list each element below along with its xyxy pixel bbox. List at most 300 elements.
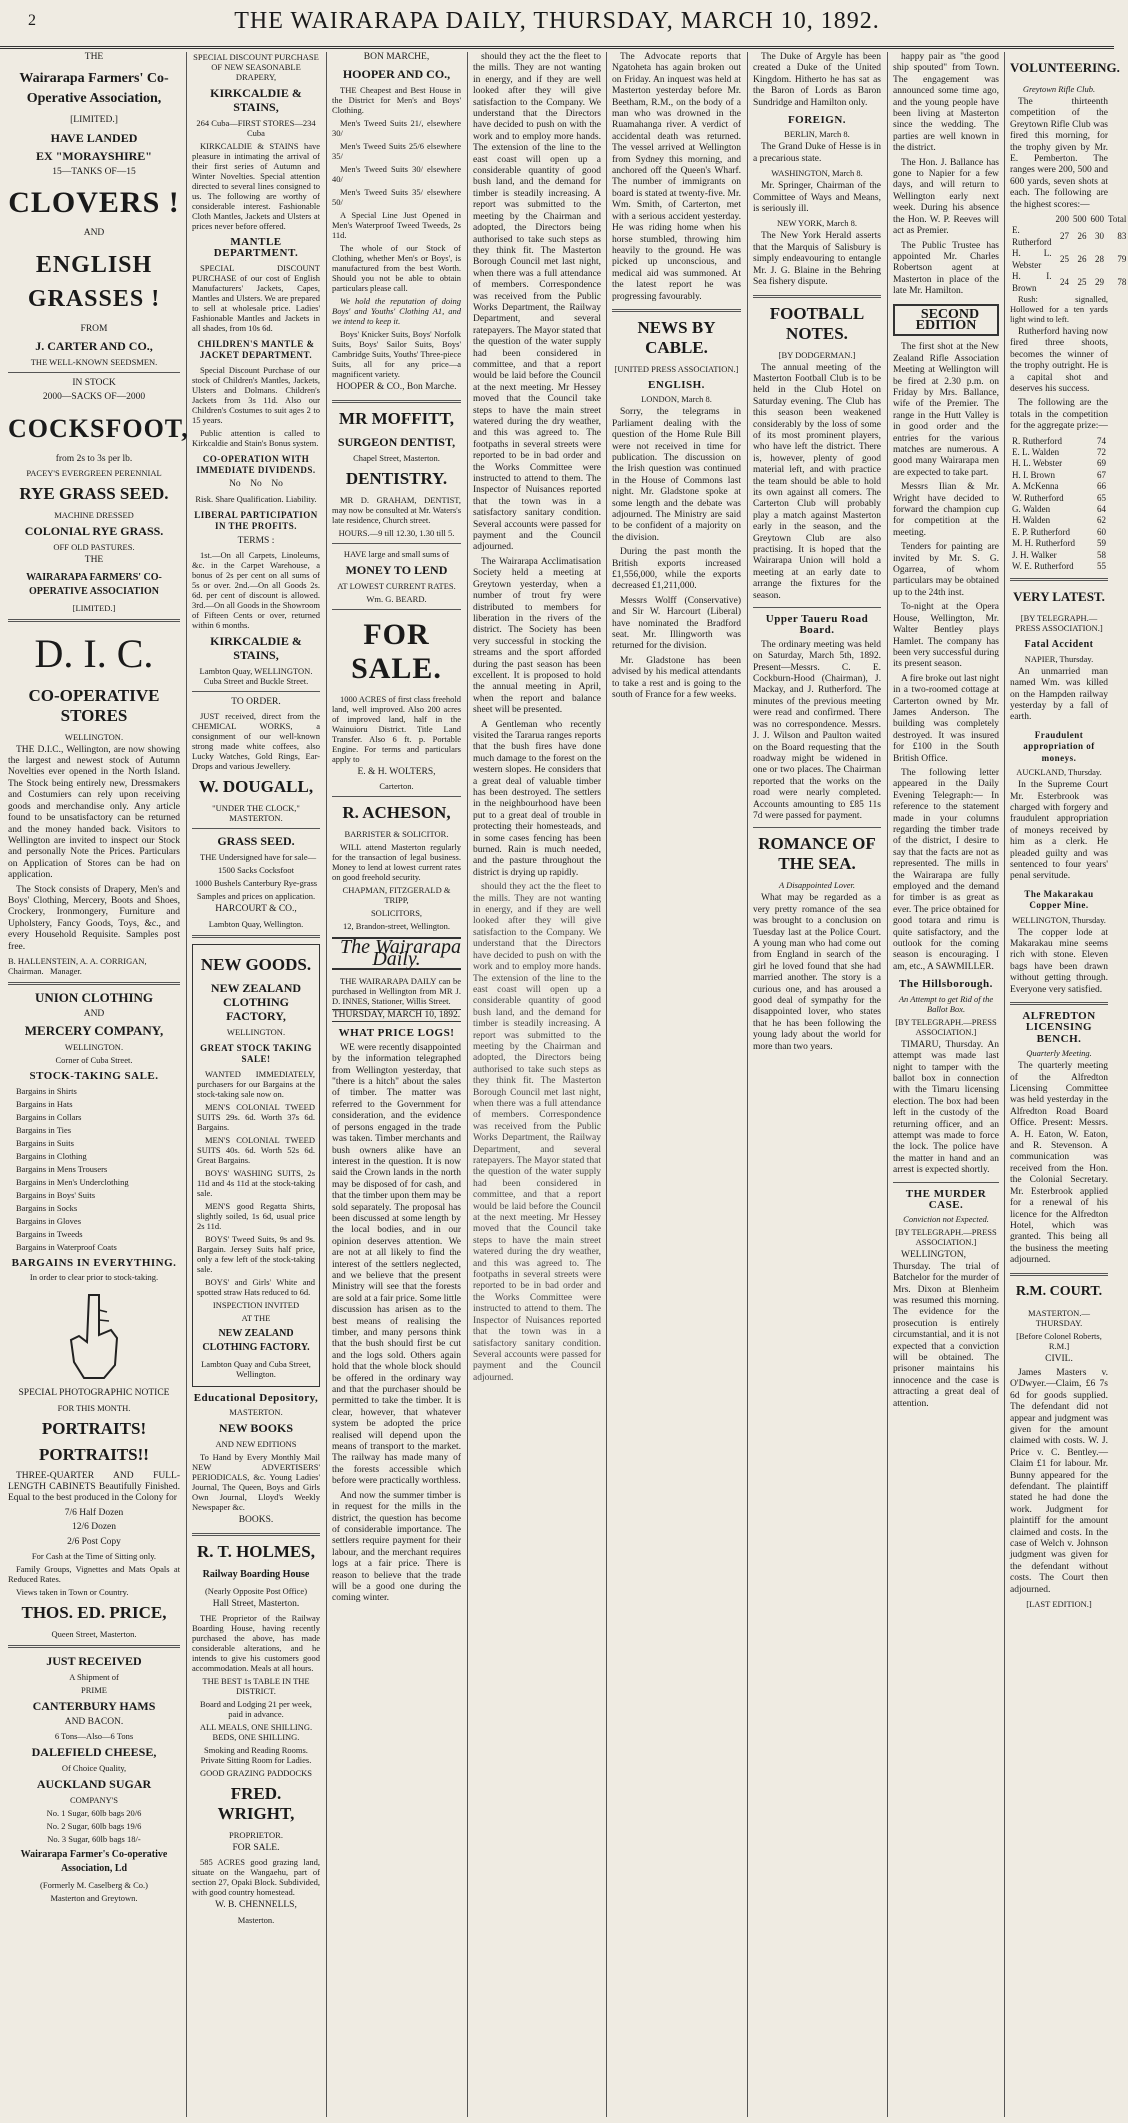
divider [8,982,180,985]
table-cell: 74 [1097,435,1106,446]
fatal-accident-head: Fatal Accident [1024,639,1094,651]
letter-body: The following letter appeared in the Daily Evening Telegraph:— In reference to the statement made in your columns regarding the timber trade of the district, I desire to say that the facts are not as represented. The mills in the Wairarapa are fully employed and the demand for timber is as great as ever. The price obtained for good totara and rimu is quite satisfactory, and the outlook for the coming season is encouraging. I am, etc., A SAWMILLER. [893,767,999,972]
hillsborough-body: TIMARU, Thursday. An attempt was made last night to tamper with the ballot box in connection with the Timaru licensing election. The box had been left in the custody of the returning officer, and an attempt was made to force the lock. The police have the matter in hand and an arrest is expected shortly. [893,1039,999,1176]
coop-head: CO-OPERATION WITH IMMEDIATE DIVIDENDS. [196,453,316,476]
column-1 [8,52,189,2117]
harcourt-address: Lambton Quay, Wellington. [208,918,304,929]
stocktaking-heading: STOCK-TAKING SALE. [29,1070,159,1083]
rm-before: [Before Colonel Roberts, R.M.] [1016,1330,1102,1351]
whole-stock: The whole of our Stock of Clothing, whether Men's or Boys', is manufactured from the best Worth. Should you not be able to obtain particulars please call. [332,243,461,294]
table-cell: H. L. Webster [1012,248,1052,270]
very-latest-telegraph: [BY TELEGRAPH.—PRESS ASSOCIATION.] [1015,613,1103,634]
table-cell: 83 [1117,231,1127,242]
berlin-body: The Grand Duke of Hesse is in a precarious state. [753,142,881,164]
nz-clothing-heading-2: NEW ZEALAND CLOTHING FACTORY. [202,1327,310,1353]
bargains-everything: BARGAINS IN EVERYTHING. [11,1256,177,1269]
volunteering-heading: VOLUNTEERING. [1010,60,1120,75]
table-row [1010,481,1108,492]
makarakau-body: The copper lode at Makarakau mine seems rich with stone. Eleven bags have been drawn without getting through. Everyone very satisfied. [1010,927,1108,995]
sugar-item: No. 3 Sugar, 60lb bags 18/- [47,1834,141,1845]
bargain-list [8,1086,180,1252]
pointing-hand-icon [59,1290,129,1380]
bargain-item: Bargains in Suits [16,1137,74,1148]
formerly-line: (Formerly M. Caselberg & Co.) [40,1880,148,1891]
bargain-item: Bargains in Hats [16,1098,73,1109]
masthead [0,0,1114,49]
fraud-head: Fraudulent appropriation of moneys. [1023,729,1095,763]
childrens-head: CHILDREN'S MANTLE & JACKET DEPARTMENT. [197,338,315,361]
column-rule [326,52,327,2117]
dic-body-2: The Stock consists of Drapery, Men's and Boys' Clothing, Mercery, Boots and Shoes, Crockery, Ironmongery, Furniture and Upholstery, Fancy Goods, Toys, &c., and every Household Requisite. Samples post free. [8,884,180,952]
mantle-body: SPECIAL DISCOUNT PURCHASE of our cost of English Manufacturers' Jackets, Capes, Mantles and Ulsters. We are prepared to sell at wholesale price. Ladies' Fashionable Mantles and Jackets in all shades, from 10s 6d. [192,262,320,333]
holmes-near: (Nearly Opposite Post Office) [204,1585,308,1596]
table-cell: 25 [1060,253,1069,264]
published-note: THE WAIRARAPA DAILY can be purchased in Wellington from MR J. D. INNES, Stationer, Willis Street. [332,976,461,1007]
divider [612,309,741,312]
fraud-body: In the Supreme Court Mr. Esterbrook was charged with forgery and fraudulent appropriation of moneys received by him as a clerk. He pleaded guilty and was sentenced to four years' penal servitude. [1010,780,1108,882]
prime-line: PRIME [81,1685,107,1696]
united-press: [UNITED PRESS ASSOCIATION.] [614,363,739,374]
price-address: Queen Street, Masterton. [51,1629,137,1640]
special-discount-head: SPECIAL DISCOUNT PURCHASE OF NEW SEASONABLE DRAPERY, [193,52,319,82]
dougall-note: JUST received, direct from the CHEMICAL WORKS, a consignment of our well-known strong made white coffees, also Lucky Watches, Gold Rings, Ear-Drops and various Jewellery. [192,711,320,772]
bargain-item: Bargains in Clothing [16,1150,87,1161]
table-cell: M. H. Rutherford [1012,538,1075,549]
romance-heading: ROMANCE OF THE SEA. [758,834,876,874]
table-cell: H. I. Brown [1012,271,1052,293]
table-cell: W. E. Rutherford [1012,561,1074,572]
all-meals: ALL MEALS, ONE SHILLING. BEDS, ONE SHILLING. [199,1721,313,1742]
very-latest-heading: VERY LATEST. [1013,589,1105,605]
aggregate-body [1010,436,1108,573]
price-list [8,1508,180,1548]
cocksfoot-heading: COCKSFOOT, [8,413,189,443]
no-label: No [229,479,241,490]
tweed-list [332,118,461,207]
berlin-date: BERLIN, March 8. [784,129,850,140]
for-month: FOR THIS MONTH. [57,1402,131,1413]
have-landed: HAVE LANDED [50,130,138,145]
price-item: 12/6 Dozen [71,1522,117,1533]
greytown-club: Greytown Rifle Club. [1022,84,1096,94]
date-line: THURSDAY, MARCH 10, 1892. [332,1009,461,1022]
special-line: A Special Line Just Opened in Men's Waterproof Tweed Tweeds, 2s 11d. [332,210,461,241]
kirkcaldie-name: KIRKCALDIE & STAINS, [210,86,302,114]
tweed-item: Men's Tweed Suits 25/6 elsewhere 35/ [332,141,461,162]
for-sale-body: 1000 ACRES of first class freehold land, well improved. Also 200 acres of improved land, half in the Wainuioru District. Title Land Transfer. Also 6 ft. p. Portable Engine. For terms and particulars apply to [332,693,461,764]
factory-item: BOYS' WASHING SUITS, 2s 11d and 4s 11d at the stock-taking sale. [197,1167,315,1198]
board-line: Board and Lodging 21 per week, paid in advance. [200,1698,312,1719]
table-cell: H. Walden [1012,515,1051,526]
union-place: WELLINGTON. [64,1042,124,1053]
table-cell: 29 [1095,276,1104,287]
table-cell: 30 [1095,231,1104,242]
table-row [1010,515,1108,526]
samples-line: Samples and prices on application. [196,891,316,902]
factory-item: MEN'S good Regatta Shirts, slightly soiled, 1s 6d, usual price 2s 11d. [197,1200,315,1231]
terms-head: TERMS : [237,535,275,546]
bargain-item: Bargains in Shirts [16,1085,77,1096]
dentistry-heading: DENTISTRY. [345,468,448,488]
new-goods-heading: NEW GOODS. [200,954,312,974]
divider [753,827,881,828]
foreign-head: FOREIGN. [787,114,847,127]
off-old-pastures: OFF OLD PASTURES. [53,542,135,553]
hillsborough-head: The Hillsborough. [899,978,993,991]
factory-item: MEN'S COLONIAL TWEED SUITS 29s. 6d. Worth 37s 6d. Bargains. [197,1101,315,1132]
terms-body: 1st.—On all Carpets, Linoleums, &c. in the Carpet Warehouse, a bonus of 2s per cent on all sums of 5s or over. 2nd.—On all Goods 2s. 6d. per cent of discount is allowed. 3rd.—On all Goods in the Showroom of Fifteen Cents or over, returned within 6 months. [192,550,320,631]
table-cell: G. Walden [1012,504,1051,514]
hooper-sign: HOOPER & CO., Bon Marche. [336,382,457,393]
bacon-line: AND BACON. [64,1717,124,1728]
for-sale-heading: FOR SALE. [351,617,442,685]
table-cell: E. L. Walden [1012,446,1060,457]
mantle-head: MANTLE DEPARTMENT. [213,236,299,260]
column-5 [612,52,741,2117]
dougall-address: "UNDER THE CLOCK," MASTERTON. [212,803,300,824]
no-label: No [271,479,283,490]
farmers-association-title: Wairarapa Farmers' Co-Operative Association, [19,71,169,107]
editorial-head: WHAT PRICE LOGS! [338,1027,455,1040]
lambton-line: Lambton Quay, WELLINGTON. Cuba Street and Buckle Street. [199,666,313,687]
column-rule [887,52,888,2117]
cuba-street-line: 264 Cuba—FIRST STORES—234 Cuba [196,118,316,138]
bon-marche: BON MARCHE, [363,52,430,62]
table-header-cell: 200 [1055,214,1069,225]
cable-1: Sorry, the telegrams in Parliament dealing with the question of the Home Rule Bill were not received in time for publication. The discussion on the Irish question was continued in the House of Commons last night. Mr. Gladstone spoke at some length and the debate was adjourned. The Ministry are said to be confident of a majority on the division. [612,407,741,543]
chennells-name: W. B. CHENNELLS, [215,1900,297,1911]
murder-sub: Conviction not Expected. [903,1214,989,1225]
table-header-cell: 600 [1090,214,1104,225]
divider [332,543,461,544]
column-rule [1004,52,1005,2117]
tons-line: 6 Tons—Also—6 Tons [54,1731,134,1742]
table-row [1010,527,1108,538]
seedsmen-line: THE WELL-KNOWN SEEDSMEN. [30,357,158,368]
sugar-item: No. 1 Sugar, 60lb bags 20/6 [46,1808,142,1819]
london-date: LONDON, March 8. [641,394,712,405]
grass-seed-heading: GRASS SEED. [217,834,295,849]
dalefield-cheese: DALEFIELD CHEESE, [31,1745,157,1760]
table-cell: 26 [1077,231,1087,242]
moffitt-place: Chapel Street, Masterton. [353,452,440,463]
order-clear: In order to clear prior to stock-taking. [29,1272,159,1283]
factory-item: BOYS' Tweed Suits, 9s and 9s. Bargain. Jersey Suits half price, only a few left of the stock-taking sale. [197,1233,315,1274]
volunteering-body-3: The following are the totals in the competition for the aggregate prize:— [1010,398,1108,432]
footer-place: Masterton and Greytown. [50,1893,138,1904]
fred-wright-name: FRED. WRIGHT, [217,1783,295,1823]
table-cell: 25 [1077,276,1087,287]
divider [1010,1002,1108,1005]
coop-footer: Wairarapa Farmer's Co-operative Association, Ld [20,1849,168,1875]
english-grasses-heading: ENGLISH GRASSES ! [27,251,161,312]
holmes-sub: Railway Boarding House [202,1568,310,1580]
divider [8,1645,180,1648]
table-cell: 69 [1097,458,1106,469]
table-cell: 58 [1097,549,1106,560]
table-cell: 64 [1097,504,1106,514]
divider [192,1533,320,1536]
pacey-line: PACEY'S EVERGREEN PERENNIAL [26,468,162,479]
bargain-item: Bargains in Boys' Suits [16,1189,96,1200]
table-cell: 28 [1095,253,1104,264]
table-cell: 67 [1097,469,1106,480]
dic-heading: D. I. C. [34,630,154,676]
divider [753,607,881,608]
column-rule [606,52,607,2117]
current-rates: AT LOWEST CURRENT RATES. [337,580,456,591]
bargain-item: Bargains in Collars [16,1111,82,1122]
edu-depository: Educational Depository, [193,1391,319,1404]
stocktaking-sale-2: GREAT STOCK TAKING SALE! [200,1042,312,1065]
price-item: 7/6 Half Dozen [64,1507,124,1518]
football-heading: FOOTBALL NOTES. [769,303,865,343]
and-line-2: AND [83,1008,105,1019]
column-rule [747,52,748,2117]
tweed-item: Men's Tweed Suits 30/ elsewhere 40/ [332,164,461,185]
hillsborough-telegraph: [BY TELEGRAPH.—PRESS ASSOCIATION.] [895,1016,997,1037]
sacks-line: 2000—SACKS OF—2000 [42,392,146,403]
news-body-3: A Gentleman who recently visited the Tararua ranges reports that the bush fires have done much damage to the forest on the western slopes. He considers that a great deal of valuable timber has been destroyed. The settlers in the neighbourhood have been put to a great deal of trouble in protecting their homesteads, and in some cases fencing has been burned. Rain is much needed, and the pasture throughout the district is drying up rapidly. [473,719,601,878]
aggregate-table [1010,436,1108,573]
cable-4: Mr. Gladstone has been advised by his medical attendants to take a rest and is going to the south of France for a few weeks. [612,655,741,701]
divider [332,400,461,403]
grass-body: THE Undersigned have for sale— [200,852,317,863]
table-row [1010,447,1108,458]
new-editions: AND NEW EDITIONS [215,1439,297,1450]
second-edition-banner: SECOND EDITION [893,304,999,337]
acheson-body: WILL attend Masterton regularly for the transaction of legal business. Money to lend at lowest current rates on good freehold security. [332,842,461,883]
newyork-body: The New York Herald asserts that the Marquis of Salisbury is simply endeavouring to entangle Mr. J. G. Blaine in the Behring Sea fishery dispute. [753,231,881,288]
divider [192,691,320,692]
inspection-line: INSPECTION INVITED [212,1299,300,1310]
tanks-line: 15—TANKS OF—15 [52,166,136,177]
union-corner: Corner of Cuba Street. [55,1055,133,1066]
fred-role: PROPRIETOR. [229,1829,283,1840]
table-cell: 65 [1097,492,1106,503]
makarakau-head: The Makarakau Copper Mine. [1024,888,1094,911]
price-item: 2/6 Post Copy [67,1536,121,1547]
rm-court-heading: R.M. COURT. [1015,1283,1103,1299]
portraits-heading-2: PORTRAITS!! [39,1444,149,1464]
chapman-name: CHAPMAN, FITZGERALD & TRIPP, [342,885,451,906]
second-edition-body: The first shot at the New Zealand Rifle Association Meeting at Wellington will be fired at 2.30 p.m. on Friday by Mrs. Ballance, wife of the Premier. The range in the Hutt Valley is in good order and the entries for the various matches are numerous. A good many Wairarapa men are expected to take part. [893,342,999,478]
civil-head: CIVIL. [1045,1353,1073,1364]
news-by-cable: NEWS BY CABLE. [637,317,716,357]
table-row [1010,550,1108,561]
table-cell: 62 [1097,515,1106,526]
table-cell: R. Rutherford [1012,435,1062,446]
wright-body: Messrs Ilian & Mr. Wright have decided to forward the champion cup for competition at the meeting. [893,482,999,538]
volunteering-body: The thirteenth competition of the Greytown Rifle Club was fired this morning, for the trophy given by Mr. E. Pemberton. The ranges were 200, 500 and 600 yards, seven shots at each. The following are the highest scores:— [1010,97,1108,210]
books-body: To Hand by Every Monthly Mail NEW ADVERTISERS' PERIODICALS, &c. Young Ladies' Journal, The Queen, Boys and Girls Own Journal, Lloyd's Weekly Newspaper &c. [192,1452,320,1513]
alfredton-body: The quarterly meeting of the Alfredton Licensing Committee was held yesterday in the Alfredton Road Board Office. Present: Messrs. A. H. Eaton, W. Eaton, and R. Stevenson. A communication was received from the Hon. the Colonial Secretary. Mr. Esterbrook applied for a renewal of his licence for the Alfredton Hotel, which was granted. This being all the business the meeting adjourned. [1010,1061,1108,1266]
bargain-item: Bargains in Waterproof Coats [16,1241,117,1252]
nz-clothing-addr: Lambton Quay and Cuba Street, Wellington. [201,1358,311,1379]
kirkcaldie-name-2: KIRKCALDIE & STAINS, [210,634,302,663]
divider [8,372,180,373]
chairman-title: Chairman. [8,965,44,976]
column-4 [473,52,601,2117]
table-row [1010,470,1108,481]
cash-note: For Cash at the Time of Sitting only. [31,1551,157,1562]
and-line: AND [83,228,105,239]
moffitt-name: MR MOFFITT, [339,408,454,428]
table-cell: J. H. Walker [1012,549,1057,560]
sole-agent: We hold the reputation of doing Boys' and Youths' Clothing A1, and we intend to keep it. [332,296,461,327]
table-row [1010,436,1108,447]
wedding-body: happy pair as "the good ship spouted" from Town. The engagement was announced some time ago, and the young people have been living at Masterton since the wedding. The parties are well known in the district. [893,52,999,154]
in-stock: IN STOCK [72,378,116,389]
money-to-lend: MONEY TO LEND [345,562,448,577]
acheson-name: R. ACHESON, [342,803,451,823]
football-body: The annual meeting of the Masterton Football Club is to be held in the Club Hotel on Saturday evening. The Club has this season been weakened considerably by the loss of some of its most prominent players, who have left the district. There is, however, plenty of good material left, and with practice the team should be able to hold its own against all comers. The Carterton Club will probably play a match against Masterton early in the season, and the Greytown Club are also practising. It is hoped that the Wairarapa Union will hold a meeting at an early date to arrange the fixtures for the season. [753,362,881,601]
fatal-body: An unmarried man named Wm. was killed on the Hampden railway yesterday by a fall of earth. [1010,666,1108,723]
harcourt-name: HARCOURT & CO., [215,904,297,915]
washington-date: WASHINGTON, March 8. [771,168,863,179]
bargain-item: Bargains in Mens Trousers [16,1163,108,1174]
grazing-line: GOOD GRAZING PADDOCKS [199,1767,313,1778]
union-clothing-heading: UNION CLOTHING [34,989,154,1005]
liberal-head: LIBERAL PARTICIPATION IN THE PROFITS. [194,509,318,532]
kirkcaldie-body: KIRKCALDIE & STAINS have pleasure in intimating the arrival of their first series of Autumn and Winter Novelties. Special attention directed to several lines consigned to us. The following are worthy of considerable interest. Fashionable Cloth Mantles, Jackets and Ulsters at prices never before offered. [192,141,320,231]
column-8 [1010,52,1127,2117]
dic-signatures [8,956,180,976]
news-body: The Advocate reports that Ngatoheta has again broken out on Friday. An inquest was held at Masterton yesterday before Mr. Beetham, R.M., on the body of a man who was drowned in the Ruamahanga river. A verdict of accidental death was returned. The vessel arrived at Wellington from Sydney this morning, and anchored off the Queen's Wharf. The number of immigrants on board is stated at twenty-five. Mr. Wm. Smith, of Carterton, met with a serious accident yesterday. He was riding home when his horse stumbled, throwing him heavily to the ground. He was picked up unconscious, and medical aid was summoned. At the latest report he was progressing favourably. [612,52,741,302]
grass-item-1: 1500 Sacks Cocksfoot [217,865,295,876]
news-body-2: The Wairarapa Acclimatisation Society held a meeting at Greytown yesterday, when a number of trout fry were distributed to members for liberation in the rivers of the district. The Society has been very successful in stocking the streams and the sport afforded during the past season has been excellent. It is proposed to hold the annual meeting in April, when the report and balance sheet will be presented. [473,556,601,716]
table-cell: 24 [1060,276,1069,287]
clovers-heading: CLOVERS ! [8,186,180,220]
scores-table [1010,214,1128,294]
company-line: COMPANY'S [70,1795,118,1806]
family-groups: Family Groups, Vignettes and Mats Opals at Reduced Rates. [8,1564,180,1585]
auckland-sugar: AUCKLAND SUGAR [36,1777,152,1792]
table-cell: 55 [1097,561,1106,572]
bargain-item: Bargains in Tweeds [16,1228,83,1239]
road-board-head: Upper Taueru Road Board. [765,613,869,637]
divider [753,295,881,298]
money-have: HAVE large and small sums of [343,548,450,559]
bargain-item: Bargains in Men's Underclothing [16,1176,129,1187]
hillsborough-sub: An Attempt to get Rid of the Ballot Box. [898,993,994,1014]
table-row [1010,493,1108,504]
table-cell: E. Rutherford [1012,225,1052,247]
bargain-item: Bargains in Ties [16,1124,72,1135]
divider [1010,578,1108,581]
scores-body [1010,225,1128,293]
column-3 [332,52,461,2117]
bargain-item: Bargains in Gloves [16,1215,82,1226]
special-photo-notice: SPECIAL PHOTOGRAPHIC NOTICE [18,1388,170,1399]
tweed-item: Men's Tweed Suits 35/ elsewhere 50/ [332,187,461,208]
table-cell: 72 [1097,446,1106,457]
holmes-name: R. T. HOLMES, [197,1541,315,1561]
table-cell: 27 [1060,231,1069,242]
table-row [1010,458,1108,469]
price-name: THOS. ED. PRICE, [21,1603,167,1623]
farmers-footer: WAIRARAPA FARMERS' CO-OPERATIVE ASSOCIATION [26,571,162,597]
column-2 [192,52,320,2117]
table-cell: A. McKenna [1012,481,1059,492]
grass-item-2: 1000 Bushels Canterbury Rye-grass [194,878,318,889]
hours-line: HOURS.—9 till 12.30, 1.30 till 5. [338,527,455,538]
factory-item: BOYS' and Girls' White and spotted straw Hats reduced to 6d. [197,1276,315,1297]
public-note: Public attention is called to Kirkcaldie and Stain's Bonus system. [192,427,320,448]
table-cell: 26 [1077,253,1087,264]
table-cell: 59 [1097,538,1106,549]
trustee-body: The Public Trustee has appointed Mr. Charles Robertson agent at Masterton in place of the late Mr. Hamilton. [893,240,999,297]
factory-item: WANTED IMMEDIATELY, purchasers for our Bargains at the stock-taking sale now on. [197,1068,315,1099]
portraits-body: THREE-QUARTER AND FULL-LENGTH CABINETS Beautifully Finished. Equal to the best produced in the Colony for [8,1470,180,1504]
factory-item: MEN'S COLONIAL TWEED SUITS 40s. 6d. Worth 52s 6d. Great Bargains. [197,1134,315,1165]
rm-body: James Masters v. O'Dwyer.—Claim, £6 7s 6d for goods supplied. The defendant did not appear and judgment was given for the amount claimed with costs. W. J. Price v. C. Bentley.—Claim £1 for labour. Mr. Bunny appeared for the defendant. The plaintiff stated he had done the work. Judgment for plaintiff for the amount claimed and costs. In the case of Welch v. Johnson judgment was given for the defendant without costs. The Court then adjourned. [1010,1367,1108,1595]
ballance-body: The Hon. J. Ballance has gone to Napier for a few days, and will return to Wellington early next week. During his absence the Hon. W. P. Reeves will act as Premier. [893,157,999,237]
holmes-body: THE Proprietor of the Railway Boarding House, having recently purchased the above, has made considerable alterations, and he intends to give his customers good accommodation. Meals at all hours. [192,1612,320,1673]
hooper-intro: THE Cheapest and Best House in the District for Men's and Boys' Clothing. [332,85,461,116]
romance-body: What may be regarded as a very pretty romance of the sea was brought to a conclusion on Tuesday last at the Police Court. A young man who had come out from England in search of the girl he loved found that she had married another. The story is a curious one, and has aroused a good deal of sympathy for the disappointed lover, who states that he has been following the young lady about the world for more than two years. [753,893,881,1052]
table-cell: H. L. Webster [1012,458,1063,469]
murder-body: WELLINGTON, Thursday. The trial of Batchelor for the murder of Mrs. Dixon at Blenheim was resumed this morning. The evidence for the prosecution is entirely circumstantial, and it is not expected that a conviction will be obtained. The prisoner maintains his innocence and the case is attracting a great deal of attention. [893,1250,999,1409]
divider [332,609,461,610]
edu-place: MASTERTON. [229,1407,283,1418]
duke-body: The Duke of Argyle has been created a Duke of the United Kingdom. Hitherto he has sat as the Baron of Lords as Baron Sundridge and Hamilton only. [753,52,881,108]
factory-list [197,1069,315,1297]
hallenstein-name: B. HALLENSTEIN, [8,955,79,966]
table-row [1010,214,1128,225]
murder-case-head: THE MURDER CASE. [905,1187,987,1211]
new-books: NEW BOOKS [218,1421,294,1436]
wolters-place: Carterton. [379,781,414,792]
no-label: No [250,479,262,490]
holmes-place: Hall Street, Masterton. [212,1598,300,1609]
hooper-name: HOOPER AND CO., [342,67,451,82]
divider [1010,1273,1108,1276]
volunteering-body-2: Rutherford having now fired three shoots, becomes the winner of the trophy outright. He is a capital shot and deserves his success. [1010,326,1108,394]
the-line: THE [84,555,104,566]
table-header-cell [1010,214,1054,225]
divider [893,1182,999,1183]
cocksfoot-price: from 2s to 3s per lb. [55,453,133,464]
ship-name: EX "MORAYSHIRE" [36,148,152,163]
views-line: Views taken in Town or Country. [16,1587,129,1598]
nz-place: WELLINGTON. [226,1026,286,1037]
tweed-item: Men's Tweed Suits 21/, elsewhere 30/ [332,118,461,139]
no-no-no [192,479,320,490]
manager-title: Manager. [50,965,82,976]
table-header-cell: 500 [1073,214,1087,225]
fred-body: 585 ACRES good grazing land, situate on the Wangaehu, part of section 27, Opaki Block. Subdivided, with good country homestead. [192,1857,320,1898]
money-sign: Wm. G. BEARD. [366,593,427,604]
rye-grass-seed-heading: RYE GRASS SEED. [19,484,169,504]
rm-place: MASTERTON.—THURSDAY. [1028,1307,1090,1328]
limited-footer: [LIMITED.] [72,602,116,613]
table-row [1010,504,1108,515]
barrister-line: BARRISTER & SOLICITOR. [344,829,449,840]
chapman-addr: 12, Brandon-street, Wellington. [342,921,451,932]
table-row [1010,538,1108,549]
portraits-heading-1: PORTRAITS! [41,1418,147,1438]
limited-label: [LIMITED.] [70,115,118,126]
editorial-body: WE were recently disappointed by the information telegraphed from Wellington yesterday, that "there is a hitch" about the sales of timber. The matter was referred to the Government for consideration, and the evidence of persons engaged in the trade was taken. Timber merchants and bush owners alike have an interest in the question. It is now said the Crown lands in the north may be disposed of for cash, and that the timber upon them may be sold separately. The proposal has been discussed at some length by the local bodies, and in our opinion deserves attention. We are not at all likely to find the interest of the settlers neglected, and we believe that the present Ministry will see that the forests are sold at a fair price. Some little discussion has arisen as to the best means of realising the timber, and many persons think that the bush should first be cut and the logs sold. Others again hold that the whole block should be offered in the ordinary way and that the purchaser should be permitted to take the timber. It is clear, however, that whatever system be adopted the price realised will depend upon the means of transport to the market. The railway has made many of the forests accessible which before were practically worthless. [332,1042,461,1487]
daily-title: The Wairarapa Daily. [332,937,461,970]
washington-body: Mr. Springer, Chairman of the Committee of Ways and Means, is seriously ill. [753,181,881,215]
cable-3: Messrs Wolff (Conservative) and Sir W. Harcourt (Liberal) have nominated the Bradford seat. Mr. Illingworth was returned for the division. [612,595,741,652]
last-edition: [LAST EDITION.] [1026,1599,1092,1610]
table-row [1010,271,1128,294]
colonial-rye-heading: COLONIAL RYE GRASS. [24,524,164,539]
column-rule [467,52,468,2117]
